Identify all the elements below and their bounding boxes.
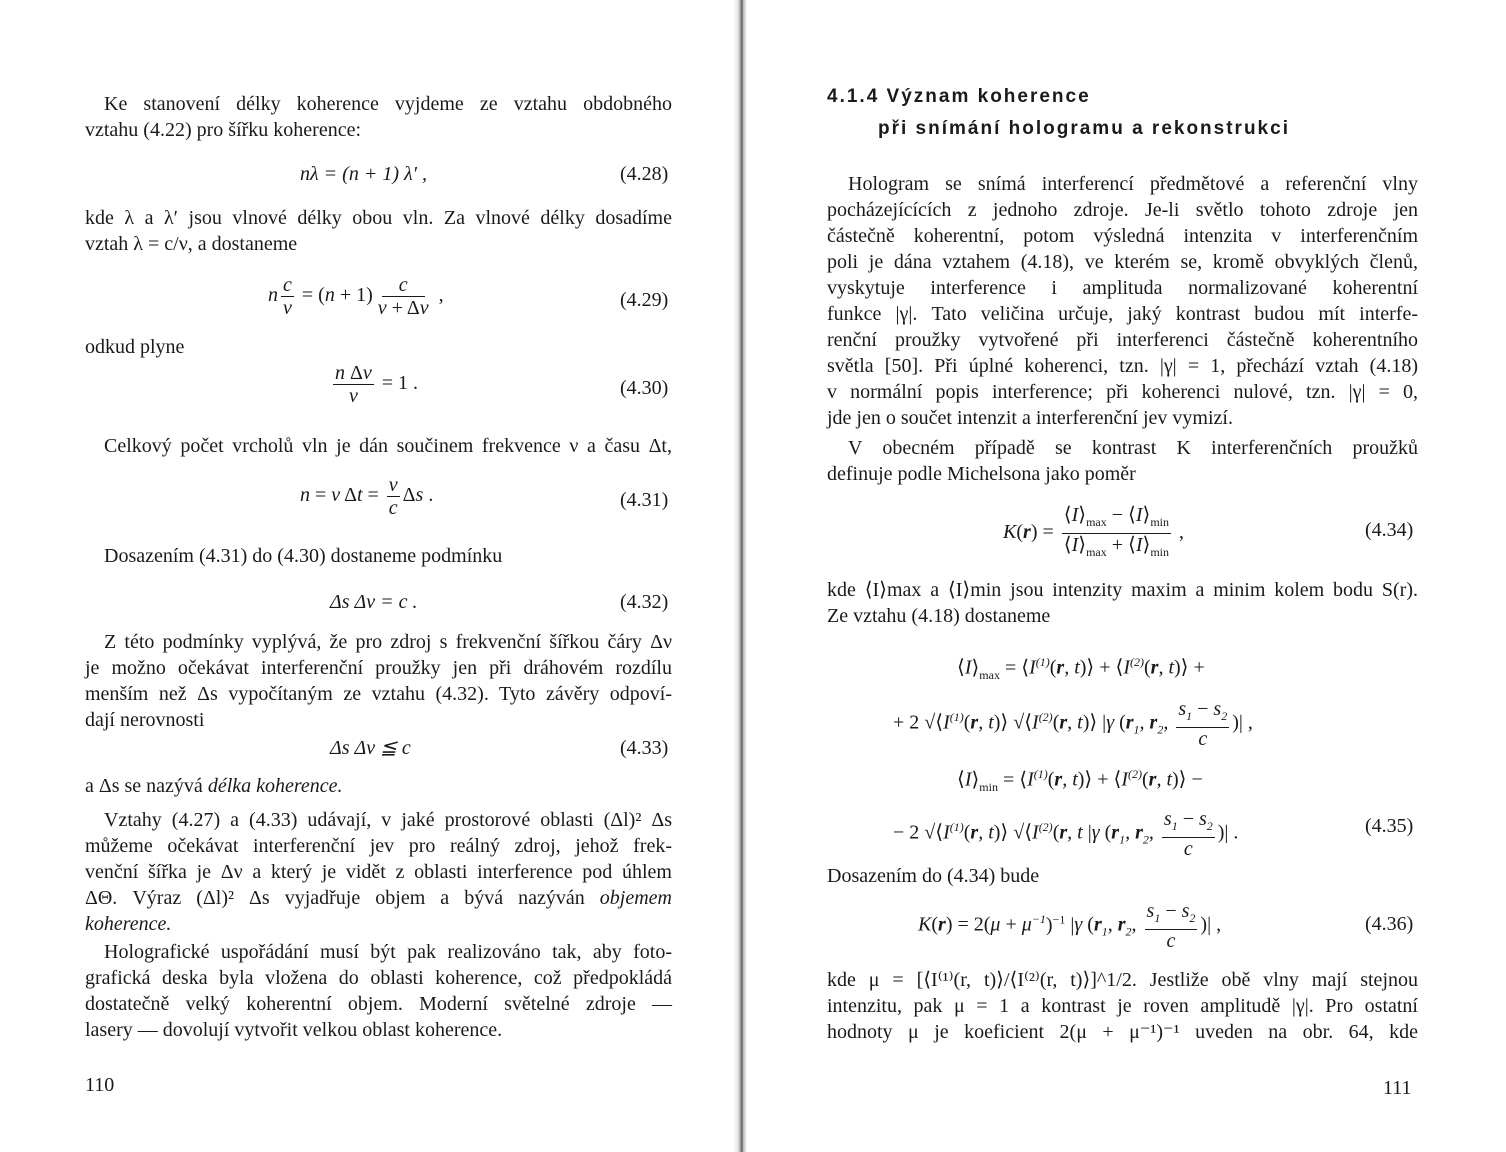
- paragraph-line: vyskytuje interference i amplituda normalizované koherentní: [827, 277, 1418, 299]
- paragraph-line: Vztahy (4.27) a (4.33) udávají, v jaké prostorové oblasti (Δl)² Δs: [104, 809, 672, 831]
- equation-4-30: $\frac{\text{n Δν}}{\nu}$ = 1 .: [335, 362, 419, 407]
- equation-number: (4.32): [620, 591, 669, 613]
- equation-number: (4.31): [620, 489, 669, 511]
- paragraph-line: můžeme očekávat interferenční jev pro reálný zdroj, jehož frek-: [85, 835, 672, 857]
- equation-number: (4.35): [1365, 815, 1414, 837]
- paragraph-line: definuje podle Michelsona jako poměr: [827, 463, 1136, 485]
- section-heading: při snímání hologramu a rekonstrukci: [878, 118, 1290, 139]
- section-heading: 4.1.4 Význam koherence: [827, 86, 1091, 107]
- equation-number: (4.34): [1365, 519, 1414, 541]
- equation-number: (4.36): [1365, 913, 1414, 935]
- paragraph-line: Z této podmínky vyplývá, že pro zdroj s frekvenční šířkou čáry Δν: [104, 631, 672, 653]
- paragraph-line: dají nerovnosti: [85, 709, 205, 731]
- paragraph-line: venční šířka je Δν a který je vidět z oblasti interference pod úhlem: [85, 861, 672, 883]
- equation-4-33: Δs Δν ≦ c: [330, 737, 411, 759]
- equation-number: (4.33): [620, 737, 669, 759]
- equation-4-34: K(r) = $\frac{⟨I⟩_{max} - ⟨I⟩_{min}}{⟨I⟩_{max} + ⟨I⟩_{min}}$ ,: [1003, 504, 1184, 559]
- paragraph-line: koherence.: [85, 913, 172, 935]
- page-number: 110: [85, 1074, 115, 1096]
- paragraph-line: Dosazením (4.31) do (4.30) dostaneme podmínku: [104, 545, 503, 567]
- paragraph-line: menším než Δs vypočítaným ze vztahu (4.32). Tyto závěry odpoví-: [85, 683, 672, 705]
- paragraph-line: dostatečně velký koherentní objem. Moderní světelné zdroje —: [85, 993, 672, 1015]
- paragraph-line: renční proužky vytvořené při interferenci částečně koherentního: [827, 329, 1418, 351]
- paragraph-line: intenzitu, pak μ = 1 a kontrast je roven amplitudě |γ|. Pro ostatní: [827, 995, 1418, 1017]
- equation-4-28: nλ = (n + 1) λ′ ,: [300, 163, 428, 185]
- paragraph-line: Ke stanovení délky koherence vyjdeme ze vztahu obdobného: [104, 93, 672, 115]
- paragraph-line: odkud plyne: [85, 336, 185, 358]
- paragraph-line: ΔΘ. Výraz (Δl)² Δs vyjadřuje objem a bývá nazýván objemem: [85, 887, 672, 909]
- paragraph-line: v normální popis interference; při koherenci nulové, tzn. |γ| = 0,: [827, 381, 1418, 403]
- paragraph-line: hodnoty μ je koeficient 2(μ + μ⁻¹)⁻¹ uveden na obr. 64, kde: [827, 1021, 1418, 1043]
- equation-4-29: n $\frac{c}{\nu}$ = (n + 1) $\frac{c}{\nu + \Delta\nu}$ ,: [268, 274, 444, 319]
- equation-4-36: $K(r) = 2(\mu + \mu^{-1})^{-1}$ |γ ($r_1$, $r_2$, $\frac{s_1 - s_2}{c}$ )| ,: [918, 900, 1222, 952]
- paragraph-line: Dosazením do (4.34) bude: [827, 865, 1040, 887]
- paragraph-line: kde μ = [⟨I⁽¹⁾(r, t)⟩/⟨I⁽²⁾(r, t)⟩]^1/2. Jestliže obě vlny mají stejnou: [827, 969, 1418, 991]
- paragraph-line: lasery — dovolují vytvořit velkou oblast koherence.: [85, 1019, 503, 1041]
- paragraph-line: kde λ a λ′ jsou vlnové délky obou vln. Za vlnové délky dosadíme: [85, 207, 672, 229]
- equation-number: (4.29): [620, 289, 669, 311]
- left-page: [0, 0, 735, 1152]
- equation-4-35-line3: $⟨I⟩_{min}$ = $⟨I^{(1)}(r$, t)⟩ + $⟨I^{(2)}(r$, t)⟩ −: [957, 767, 1203, 794]
- paragraph-line: vztah λ = c/ν, a dostaneme: [85, 233, 298, 255]
- paragraph-line: pocházejícících z jednoho zdroje. Je-li světlo tohoto zdroje jen: [827, 199, 1418, 221]
- paragraph-line: Celkový počet vrcholů vln je dán součinem frekvence ν a času Δt,: [104, 435, 672, 457]
- paragraph-line: kde ⟨I⟩max a ⟨I⟩min jsou intenzity maxim a minim kolem bodu S(r).: [827, 579, 1418, 601]
- equation-4-35-line1: $⟨I⟩_{max}$ = $⟨I^{(1)}(r$, t)⟩ + $⟨I^{(2)}(r$, t)⟩ +: [957, 655, 1205, 682]
- paragraph-line: Ze vztahu (4.18) dostaneme: [827, 605, 1051, 627]
- paragraph-line: poli je dána vztahem (4.18), ve kterém se, kromě obvyklých členů,: [827, 251, 1418, 273]
- equation-number: (4.30): [620, 377, 669, 399]
- paragraph-line: jde jen o součet intenzit a interferenční jev vymizí.: [827, 407, 1233, 429]
- page-number: 111: [1383, 1077, 1412, 1099]
- equation-4-35-line4: − 2 $√⟨I^{(1)}(r$, t)⟩ $√⟨I^{(2)}(r$, t |γ ($r_1$, $r_2$, $\frac{s_1 - s_2}{c}$ )| .: [893, 808, 1239, 860]
- paragraph-line: vztahu (4.22) pro šířku koherence:: [85, 119, 362, 141]
- paragraph-line: a Δs se nazývá délka koherence.: [85, 775, 343, 797]
- paragraph-line: Holografické uspořádání musí být pak realizováno tak, aby foto-: [104, 941, 672, 963]
- paragraph-line: je možno očekávat interferenční proužky jen při dráhovém rozdílu: [85, 657, 672, 679]
- equation-4-32: Δs Δν = c .: [330, 591, 418, 613]
- equation-4-35-line2: + 2 $√⟨I^{(1)}(r$, t)⟩ $√⟨I^{(2)}(r$, t)⟩ |γ ($r_1$, $r_2$, $\frac{s_1 - s_2}{c}$ )| ,: [893, 698, 1253, 750]
- equation-number: (4.28): [620, 163, 669, 185]
- equation-4-31: n = ν Δt = $\frac{\nu}{c}$ Δs .: [300, 474, 434, 519]
- paragraph-line: grafická deska byla vložena do oblasti koherence, což předpokládá: [85, 967, 672, 989]
- paragraph-line: funkce |γ|. Tato veličina určuje, jaký kontrast budou mít interfe-: [827, 303, 1418, 325]
- paragraph-line: Hologram se snímá interferencí předmětové a referenční vlny: [848, 173, 1418, 195]
- paragraph-line: částečně koherentní, potom výsledná intenzita v interferenčním: [827, 225, 1418, 247]
- right-page: [745, 0, 1506, 1152]
- paragraph-line: V obecném případě se kontrast K interferenčních proužků: [848, 437, 1418, 459]
- paragraph-line: světla [50]. Při úplné koherenci, tzn. |γ| = 1, přechází vztah (4.18): [827, 355, 1418, 377]
